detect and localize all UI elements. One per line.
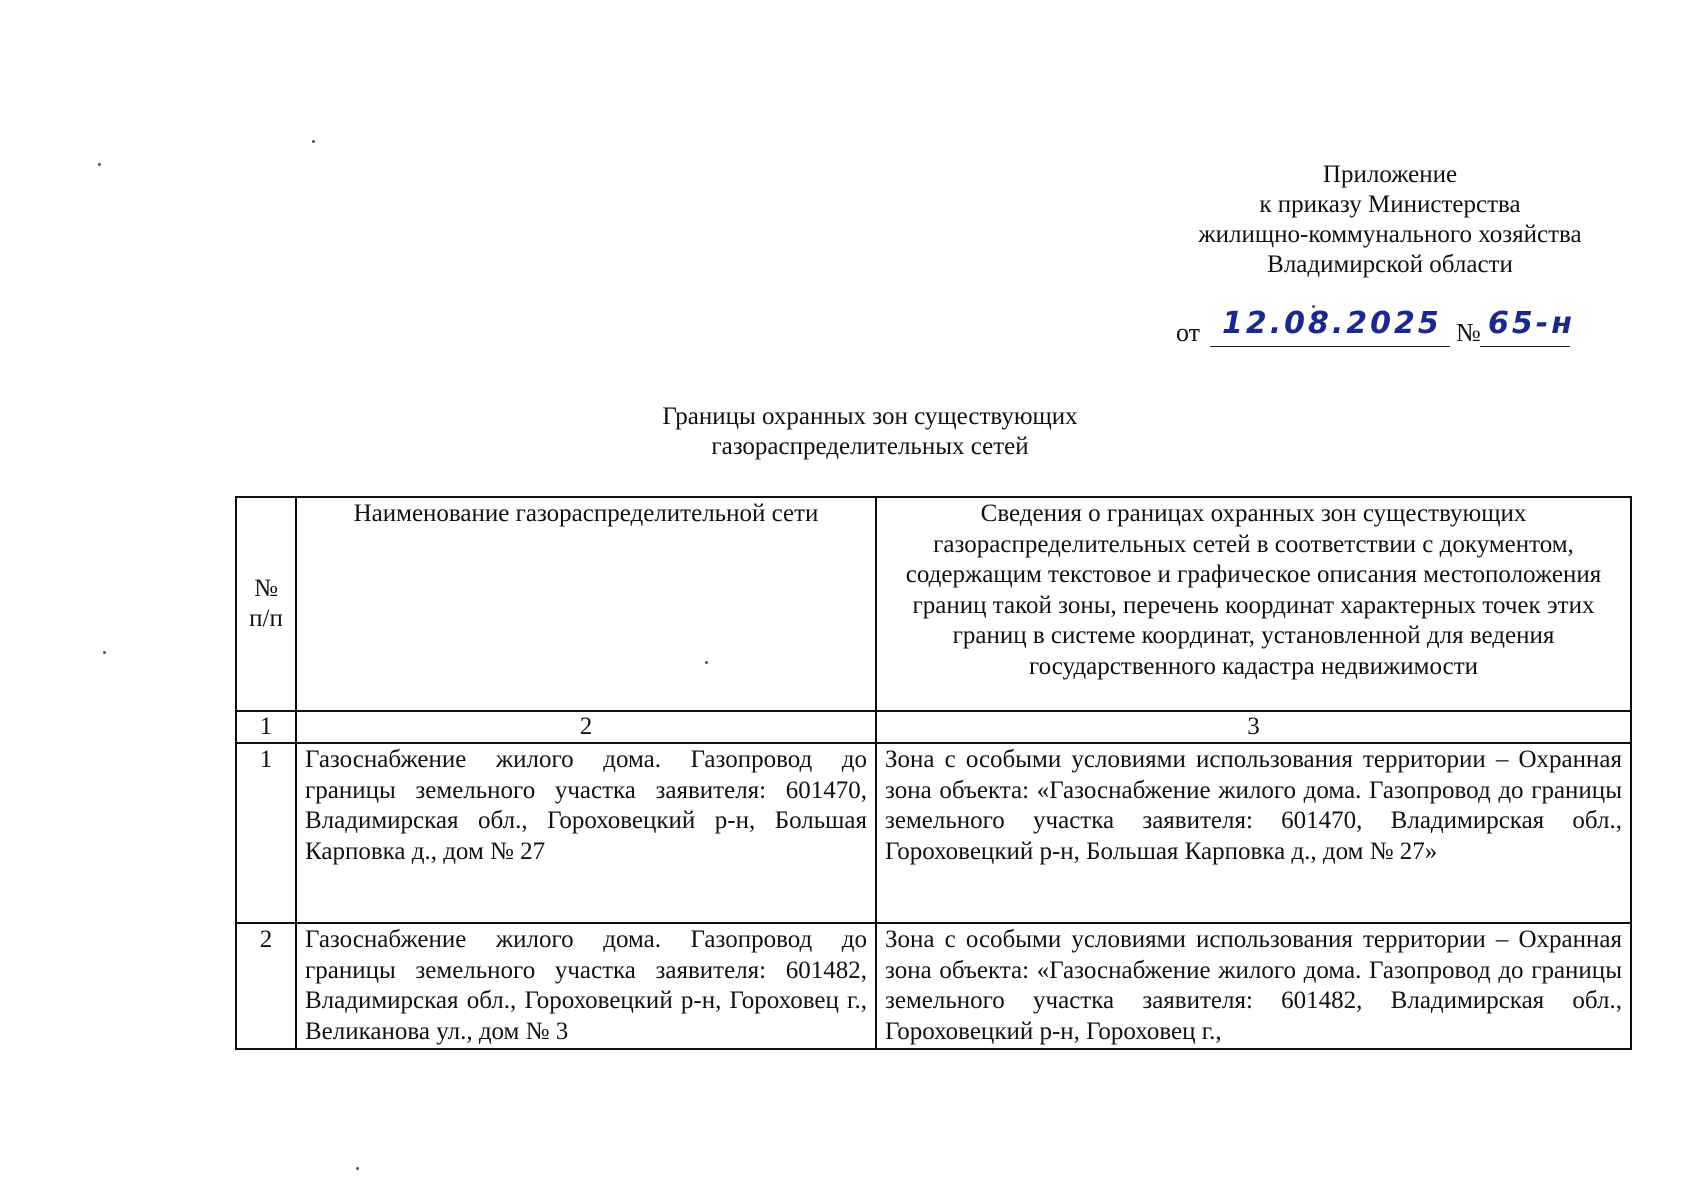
column-number: 3 <box>876 711 1631 743</box>
zone-info-cell: Зона с особыми условиями использования территории – Охранная зона объекта: «Газоснабжение жилого дома. Газопровод до границы земельного участка заявителя: 601470, Владимирская обл., Гороховецкий р-н, Большая Карповка д., дом № 27» <box>876 743 1631 923</box>
header-network-name: Наименование газораспределительной сети <box>296 497 876 711</box>
column-number-row <box>236 711 1631 743</box>
attachment-line: к приказу Министерства <box>1259 191 1521 218</box>
scan-speck <box>356 1167 359 1170</box>
attachment-line: жилищно-коммунального хозяйства <box>1198 221 1582 248</box>
scan-speck <box>103 651 106 654</box>
order-number-label: № <box>1456 318 1481 347</box>
header-zone-info: Сведения о границах охранных зон существующих газораспределительных сетей в соответствии с документом, содержащим текстовое и графическое описания местоположения границ такой зоны, перечень координат характерных точек этих границ в системе координат, установленной для ведения государственного кадастра недвижимости <box>876 497 1631 711</box>
zone-info-cell: Зона с особыми условиями использования территории – Охранная зона объекта: «Газоснабжение жилого дома. Газопровод до границы земельного участка заявителя: 601482, Владимирская обл., Гороховецкий р-н, Гороховец г., <box>876 923 1631 1049</box>
title-line: Границы охранных зон существующих <box>662 403 1078 430</box>
row-number: 1 <box>236 743 296 923</box>
order-date-handwritten: 12.08.2025 <box>1222 306 1442 341</box>
attachment-block <box>1140 160 1640 280</box>
scan-speck <box>312 140 315 143</box>
column-number: 1 <box>236 711 296 743</box>
date-underline <box>1210 346 1450 347</box>
table-header-row <box>236 497 1631 711</box>
attachment-line: Приложение <box>1322 161 1458 188</box>
document-title <box>550 402 1190 462</box>
column-number: 2 <box>296 711 876 743</box>
network-name-cell: Газоснабжение жилого дома. Газопровод до границы земельного участка заявителя: 601482, Владимирская обл., Гороховецкий р-н, Гороховец г., Великанова ул., дом № 3 <box>296 923 876 1049</box>
title-line: газораспределительных сетей <box>711 433 1029 460</box>
table-row <box>236 743 1631 923</box>
number-underline <box>1480 346 1570 347</box>
network-name-cell: Газоснабжение жилого дома. Газопровод до границы земельного участка заявителя: 601470, Владимирская обл., Гороховецкий р-н, Большая Карповка д., дом № 27 <box>296 743 876 923</box>
header-number: № п/п <box>236 497 296 711</box>
scan-speck <box>98 163 101 166</box>
attachment-line: Владимирской области <box>1267 251 1513 278</box>
table-row <box>236 923 1631 1049</box>
row-number: 2 <box>236 923 296 1049</box>
order-number-handwritten: 65-н <box>1488 306 1575 341</box>
order-date-label: от <box>1176 318 1201 347</box>
protection-zones-table <box>235 496 1632 1050</box>
